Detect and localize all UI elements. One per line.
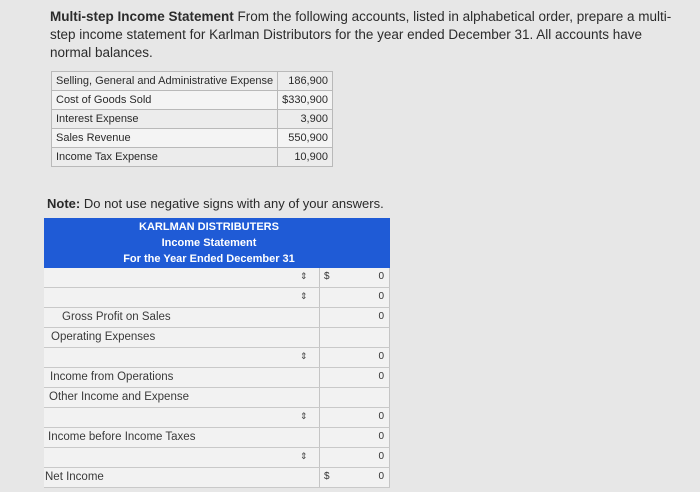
statement-row [44,268,390,288]
account-select[interactable]: ⇕ [300,351,308,361]
account-amount: 550,900 [278,129,333,148]
note-text: Do not use negative signs with any of your answers. [83,196,384,211]
amount-input[interactable] [320,428,389,446]
amount-input[interactable] [320,288,389,306]
amount-input[interactable] [320,448,389,466]
statement-row [44,408,390,428]
statement-row [44,308,390,328]
company-name: KARLMAN DISTRIBUTERS [139,221,279,233]
statement-row [44,288,390,308]
amount-value: 0 [378,351,384,362]
statement-row [44,388,390,408]
row-label: Other Income and Expense [49,391,189,403]
row-label: Gross Profit on Sales [62,311,171,323]
statement-header [44,218,390,268]
amount-input[interactable] [320,468,389,486]
statement-row [44,368,390,388]
amount-input[interactable] [320,368,389,386]
account-row [52,72,333,91]
amount-input[interactable] [320,388,389,406]
account-select[interactable]: ⇕ [300,271,308,281]
amount-value: 0 [378,451,384,462]
note [47,196,384,211]
amount-input[interactable] [320,348,389,366]
amount-value: 0 [378,311,384,322]
problem-statement [50,8,680,62]
amount-value: 0 [378,471,384,482]
account-select[interactable]: ⇕ [300,411,308,421]
account-name: Cost of Goods Sold [52,91,278,110]
statement-row [44,448,390,468]
row-label: Income before Income Taxes [48,431,196,443]
income-statement [44,218,390,488]
statement-row [44,468,390,488]
row-label: Operating Expenses [51,331,156,343]
dollar-sign: $ [324,271,330,282]
account-row [52,129,333,148]
row-label: Net Income [45,471,104,483]
account-amount: 10,900 [278,148,333,167]
account-row [52,91,333,110]
amount-input[interactable] [320,408,389,426]
account-select[interactable]: ⇕ [300,291,308,301]
amount-input[interactable] [320,308,389,326]
account-name: Interest Expense [52,110,278,129]
account-row [52,148,333,167]
statement-title: Income Statement [161,237,257,249]
amount-input[interactable] [320,268,389,286]
statement-row [44,348,390,368]
amount-value: 0 [378,371,384,382]
account-row [52,110,333,129]
amount-value: 0 [378,431,384,442]
statement-row [44,328,390,348]
account-name: Selling, General and Administrative Expense [52,72,278,91]
account-amount: 3,900 [278,110,333,129]
statement-grid [44,268,390,488]
account-name: Sales Revenue [52,129,278,148]
note-label: Note: [47,196,81,211]
account-name: Income Tax Expense [52,148,278,167]
statement-period: For the Year Ended December 31 [123,253,295,265]
accounts-table [51,71,333,167]
amount-value: 0 [378,291,384,302]
amount-value: 0 [378,411,384,422]
dollar-sign: $ [324,471,330,482]
problem-title: Multi-step Income Statement [50,9,234,24]
problem-text: From the following accounts, listed in alphabetical order, prepare a multi-step income statement for Karlman Distributors for the year ended December 31. All accounts have normal balances. [50,9,672,60]
amount-input[interactable] [320,328,389,346]
amount-value: 0 [378,271,384,282]
row-label: Income from Operations [50,371,174,383]
statement-row [44,428,390,448]
account-amount: $330,900 [278,91,333,110]
account-amount: 186,900 [278,72,333,91]
account-select[interactable]: ⇕ [300,451,308,461]
